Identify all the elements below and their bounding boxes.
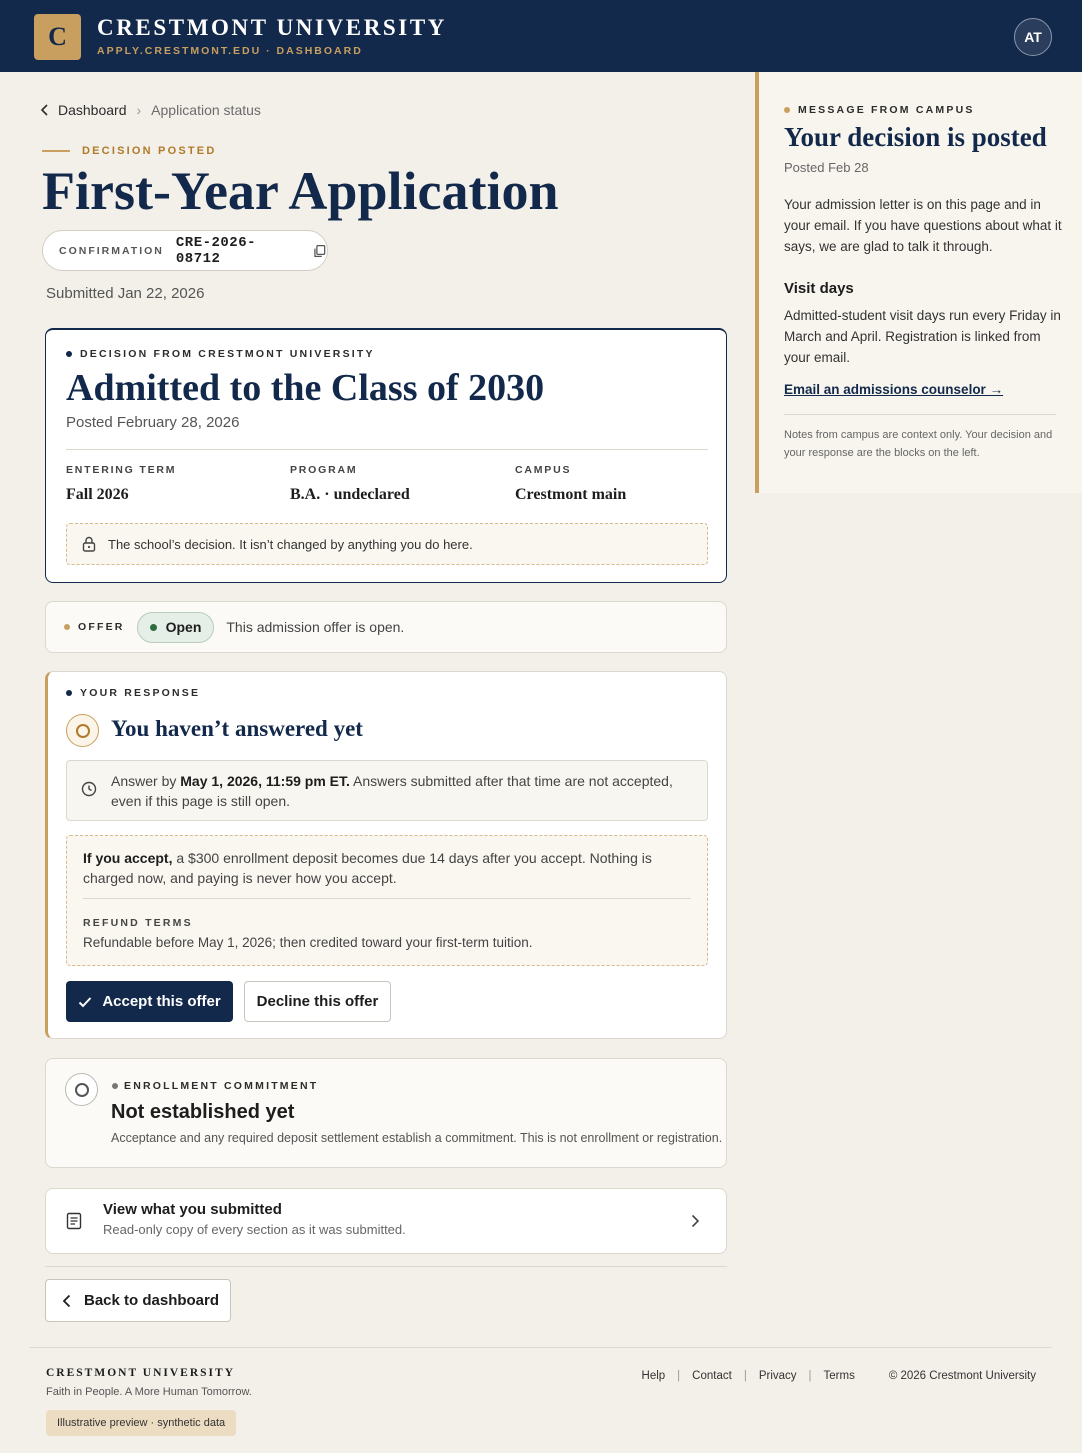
- divider: [83, 898, 691, 899]
- campus-message-title: Your decision is posted: [784, 122, 1047, 152]
- decision-lock-note: [66, 523, 708, 565]
- visit-days-heading: Visit days: [784, 280, 854, 297]
- lock-icon: [82, 536, 96, 552]
- pending-status-icon: [66, 714, 99, 747]
- view-submission-title: View what you submitted: [103, 1201, 282, 1218]
- copy-icon[interactable]: [313, 244, 327, 258]
- accept-offer-button[interactable]: [66, 981, 233, 1022]
- university-logo[interactable]: C: [34, 14, 81, 60]
- breadcrumb-dashboard-link[interactable]: Dashboard: [58, 102, 127, 118]
- bullet-dot: [64, 624, 70, 630]
- fact-value: B.A. · undeclared: [290, 486, 410, 503]
- visit-days-body: Admitted-student visit days run every Friday in March and April. Registration is linked from your email.: [784, 308, 1061, 365]
- breadcrumb: [40, 102, 261, 118]
- response-card: [45, 671, 727, 1039]
- confirmation-number: CRE-2026-08712: [175, 234, 257, 267]
- offer-status-bar: [45, 601, 727, 653]
- lock-note-text: The school’s decision. It isn’t changed by anything you do here.: [108, 536, 473, 552]
- view-submission-link[interactable]: [45, 1188, 727, 1254]
- fact-label: CAMPUS: [515, 464, 572, 476]
- header-subtitle: APPLY.CRESTMONT.EDU · DASHBOARD: [97, 45, 363, 57]
- offer-status-text: Open: [165, 619, 202, 635]
- commitment-description: Acceptance and any required deposit settlement establish a commitment. This is not enrollment or registration.: [111, 1131, 723, 1145]
- bullet-dot: [66, 351, 72, 357]
- bullet-dot: [66, 690, 72, 696]
- status-dot: [150, 624, 157, 631]
- submitted-date: Submitted Jan 22, 2026: [46, 285, 205, 302]
- decision-title: Admitted to the Class of 2030: [66, 367, 545, 409]
- divider: [66, 449, 708, 450]
- check-icon: [78, 996, 92, 1008]
- deadline-notice: [66, 760, 708, 821]
- divider: [30, 1347, 1052, 1348]
- footer-separator: |: [808, 1370, 812, 1382]
- footer-tagline: Faith in People. A More Human Tomorrow.: [46, 1386, 252, 1398]
- fact-label: PROGRAM: [290, 464, 358, 476]
- response-eyebrow: [66, 687, 200, 699]
- refund-terms-label: REFUND TERMS: [83, 917, 193, 929]
- fact-value: Fall 2026: [66, 486, 129, 503]
- response-title: You haven’t answered yet: [111, 716, 363, 741]
- commitment-status-icon: [65, 1073, 98, 1106]
- breadcrumb-separator: ›: [136, 102, 142, 118]
- preview-badge: Illustrative preview · synthetic data: [46, 1410, 236, 1436]
- deposit-text: a $300 enrollment deposit becomes due 14 days after you accept. Nothing is charged now, and paying is never how you accept.: [83, 850, 652, 886]
- decision-posted-date: Posted February 28, 2026: [66, 414, 240, 431]
- footer-link-contact[interactable]: Contact: [692, 1370, 732, 1382]
- university-name: CRESTMONT UNIVERSITY: [97, 15, 448, 40]
- footer-link-terms[interactable]: Terms: [823, 1370, 855, 1382]
- chevron-left-icon: [62, 1294, 72, 1308]
- deadline-prefix: Answer by: [111, 773, 181, 789]
- offer-description: This admission offer is open.: [226, 619, 405, 635]
- deadline-date: May 1, 2026, 11:59 pm ET.: [180, 773, 350, 789]
- fact-entering-term: [66, 464, 176, 504]
- decision-eyebrow: [66, 348, 375, 360]
- footer-separator: |: [743, 1370, 747, 1382]
- response-eyebrow-label: YOUR RESPONSE: [80, 687, 201, 699]
- campus-message-panel: [755, 72, 1082, 493]
- campus-message-eyebrow: [784, 104, 975, 116]
- divider: [45, 1266, 727, 1267]
- status-eyebrow: [42, 145, 216, 157]
- breadcrumb-current: Application status: [151, 102, 261, 118]
- footer-brand: CRESTMONT UNIVERSITY: [46, 1367, 236, 1379]
- decline-offer-button[interactable]: Decline this offer: [244, 981, 391, 1022]
- campus-message-label: MESSAGE FROM CAMPUS: [798, 104, 975, 116]
- footer-separator: |: [677, 1370, 681, 1382]
- view-submission-subtitle: Read-only copy of every section as it was submitted.: [103, 1222, 406, 1237]
- fact-campus: [515, 464, 626, 504]
- deposit-lead: If you accept,: [83, 850, 173, 866]
- email-counselor-link[interactable]: Email an admissions counselor →: [784, 382, 1004, 397]
- fact-label: ENTERING TERM: [66, 464, 177, 476]
- top-bar: [0, 0, 1082, 72]
- bullet-dot: [784, 107, 790, 113]
- document-icon: [66, 1212, 82, 1230]
- confirmation-pill: [42, 230, 328, 271]
- deposit-notice: [66, 835, 708, 966]
- campus-message-body: Your admission letter is on this page and in your email. If you have questions about what it says, we are glad to talk it through.: [784, 197, 1062, 254]
- confirmation-label: CONFIRMATION: [59, 244, 164, 257]
- chevron-right-icon: [690, 1214, 700, 1228]
- back-to-dashboard-label: Back to dashboard: [84, 1292, 220, 1309]
- deadline-suffix: Answers submitted after that time are not accepted, even if this page is still open.: [111, 773, 673, 809]
- commitment-title: Not established yet: [111, 1101, 295, 1123]
- eyebrow-rule: [42, 150, 70, 152]
- enrollment-commitment-card: [45, 1058, 727, 1168]
- page-title: First-Year Application: [42, 161, 559, 221]
- refund-terms-text: Refundable before May 1, 2026; then credited toward your first-term tuition.: [83, 935, 533, 950]
- campus-message-note: Notes from campus are context only. Your decision and your response are the blocks on the left.: [784, 429, 1053, 459]
- chevron-left-icon: [40, 104, 50, 116]
- footer-link-privacy[interactable]: Privacy: [758, 1370, 797, 1382]
- clock-icon: [81, 781, 97, 797]
- bullet-dot: [112, 1083, 118, 1089]
- status-eyebrow-label: DECISION POSTED: [82, 145, 217, 157]
- commitment-eyebrow-label: ENROLLMENT COMMITMENT: [124, 1080, 319, 1092]
- offer-status-badge: [137, 612, 215, 643]
- decision-card: [45, 328, 727, 583]
- divider: [784, 414, 1056, 415]
- back-to-dashboard-button[interactable]: [45, 1279, 231, 1322]
- offer-label: OFFER: [78, 621, 125, 633]
- commitment-eyebrow: [112, 1080, 318, 1092]
- footer-links: [642, 1370, 1036, 1382]
- fact-value: Crestmont main: [515, 486, 627, 503]
- accept-offer-label: Accept this offer: [102, 993, 221, 1010]
- fact-program: [290, 464, 410, 504]
- footer-link-help[interactable]: Help: [641, 1370, 666, 1382]
- footer-copyright: © 2026 Crestmont University: [888, 1370, 1036, 1382]
- user-avatar[interactable]: AT: [1014, 18, 1052, 56]
- campus-message-date: Posted Feb 28: [784, 160, 869, 175]
- decision-eyebrow-label: DECISION FROM CRESTMONT UNIVERSITY: [80, 348, 375, 360]
